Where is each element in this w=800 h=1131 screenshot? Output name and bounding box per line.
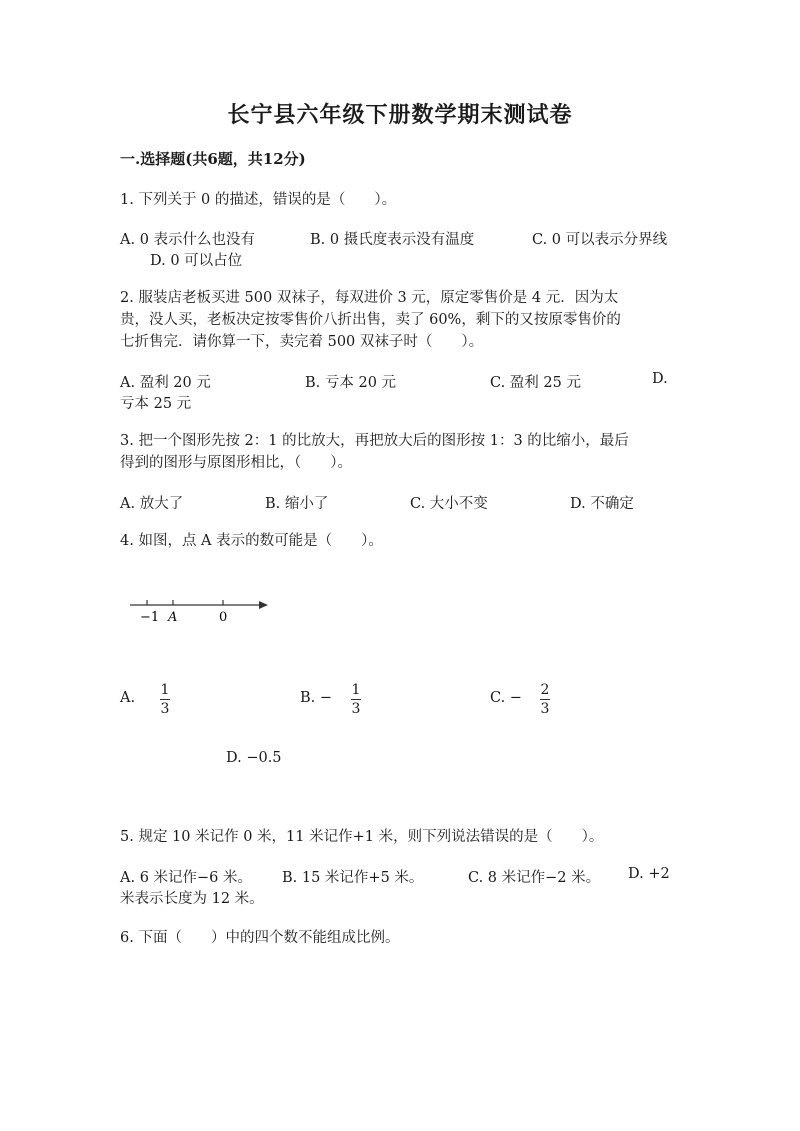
question-2-option-d-text: 亏本 25 元 (120, 396, 192, 412)
question-3-option-d: D. 不确定 (570, 496, 634, 512)
question-3-option-a: A. 放大了 (120, 496, 184, 512)
page-title: 长宁县六年级下册数学期末测试卷 (227, 102, 573, 128)
fraction-bar (351, 699, 361, 700)
question-2-stem-line-1: 2. 服装店老板买进 500 双袜子，每双进价 3 元，原定零售价是 4 元．因为太 (120, 290, 619, 306)
question-5-stem: 5. 规定 10 米记作 0 米，11 米记作+1 米，则下列说法错误的是（ ）。 (120, 829, 604, 845)
section-heading: 一.选择题(共6题，共12分) (120, 150, 306, 168)
question-1-stem: 1. 下列关于 0 的描述，错误的是（ ）。 (120, 192, 397, 208)
number-line-svg (125, 592, 275, 632)
question-2-option-c: C. 盈利 25 元 (490, 375, 581, 391)
question-2-option-a: A. 盈利 20 元 (120, 375, 211, 391)
question-1-option-b: B. 0 摄氏度表示没有温度 (310, 232, 475, 248)
question-1-option-c: C. 0 可以表示分界线 (532, 232, 668, 248)
question-3-option-b: B. 缩小了 (265, 496, 329, 512)
question-4-option-d: D. −0.5 (226, 750, 282, 766)
question-5-option-d-label: D. +2 (628, 866, 670, 882)
fraction-denominator: 3 (160, 701, 170, 717)
question-2-stem-line-2: 贵，没人买，老板决定按零售价八折出售，卖了 60%，剩下的又按原零售价的 (120, 312, 621, 328)
question-4-option-b-label: B. − (300, 690, 333, 706)
question-3-stem-line-2: 得到的图形与原图形相比，（ ）。 (120, 455, 352, 471)
question-5-option-d-text: 米表示长度为 12 米。 (120, 891, 264, 907)
label-zero: 0 (219, 610, 228, 625)
fraction-bar (540, 699, 550, 700)
fraction-numerator: 1 (160, 682, 170, 698)
fraction-numerator: 1 (351, 682, 361, 698)
number-line-figure (125, 592, 275, 632)
arrow-right-icon (259, 601, 268, 609)
question-4-option-c-fraction (540, 682, 550, 717)
fraction-denominator: 3 (351, 701, 361, 717)
label-point-a: A (168, 610, 178, 625)
question-2-stem-line-3: 七折售完．请你算一下，卖完着 500 双袜子时（ ）。 (120, 334, 484, 350)
question-1-option-a: A. 0 表示什么也没有 (120, 232, 256, 248)
fraction-denominator: 3 (540, 701, 550, 717)
question-5-option-a: A. 6 米记作−6 米。 (120, 870, 253, 886)
question-6-stem: 6. 下面（ ）中的四个数不能组成比例。 (120, 930, 400, 946)
fraction-bar (160, 699, 170, 700)
question-3-stem-line-1: 3. 把一个图形先按 2：1 的比放大，再把放大后的图形按 1：3 的比缩小，最后 (120, 433, 629, 449)
question-4-option-a-fraction (160, 682, 170, 717)
question-2-option-b: B. 亏本 20 元 (305, 375, 397, 391)
question-3-option-c: C. 大小不变 (410, 496, 488, 512)
question-2-option-d-label: D. (652, 371, 668, 387)
question-4-option-b-fraction (351, 682, 361, 717)
question-4-option-c-label: C. − (490, 690, 522, 706)
question-5-option-c: C. 8 米记作−2 米。 (468, 870, 601, 886)
question-5-option-b: B. 15 米记作+5 米。 (282, 870, 424, 886)
question-1-option-d: D. 0 可以占位 (150, 253, 243, 269)
fraction-numerator: 2 (540, 682, 550, 698)
question-4-stem: 4. 如图，点 A 表示的数可能是（ ）。 (120, 533, 383, 549)
label-minus-one: −1 (140, 610, 160, 625)
question-4-option-a-label: A. (120, 690, 136, 706)
